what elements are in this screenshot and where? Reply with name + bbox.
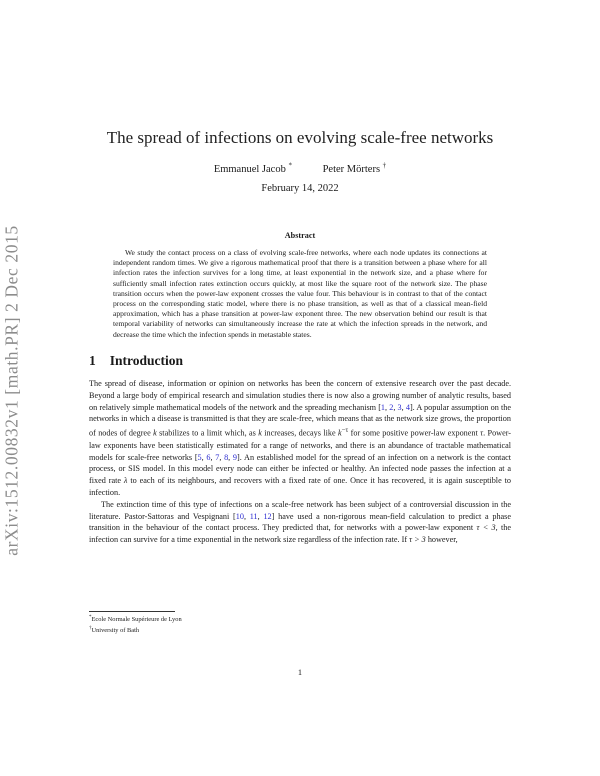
citation-link[interactable]: 1: [380, 402, 386, 412]
abstract-text: We study the contact process on a class of evolving scale-free networks, where each node updates its connections at independent random times. We give a rigorous mathematical proof that there is a transition between a phase where for all infection rates the infection survives for a long time, at least exponential in the network size, and a phase where for sufficiently small infection rates extinction occurs quickly, at most like the square root of the network size. The phase transition occurs when the power-law exponent crosses the value four. This behaviour is in contrast to that of the contact process on the corresponding static model, where there is no phase transition, as well as that of a classical mean-field approximation, which has a phase transition at power-law exponent three. The new observation behind our result is that temporal variability of networks can simultaneously increase the rate at which the infection spreads in the network, and decrease the time which the infection spends in metastable states.: [113, 248, 487, 339]
math-inequality: τ < 3: [476, 523, 496, 533]
math-tau: τ: [480, 428, 484, 438]
author-2: [322, 161, 387, 175]
math-k: k: [258, 428, 262, 438]
math-power-exponent: −τ: [341, 427, 349, 435]
math-inequality: τ > 3: [409, 535, 426, 545]
author-2-name: Peter Mörters: [322, 163, 381, 175]
footnote-divider: [89, 611, 175, 612]
math-k: k: [153, 428, 157, 438]
math-power-base: k: [338, 428, 342, 438]
author-1-mark: *: [288, 161, 292, 169]
citation-link[interactable]: 4: [405, 402, 410, 412]
citation-link[interactable]: 8: [224, 452, 229, 462]
footnote-affiliation-1: *Ecole Normale Supérieure de Lyon: [89, 615, 182, 624]
citation-link[interactable]: 7: [215, 452, 220, 462]
citation-link[interactable]: 2: [389, 402, 394, 412]
paper-date: February 14, 2022: [261, 183, 339, 194]
math-lambda: λ: [123, 476, 128, 486]
author-1-name: Emmanuel Jacob: [213, 163, 286, 175]
abstract-heading: Abstract: [284, 231, 316, 240]
citation-link[interactable]: 6: [206, 452, 211, 462]
footnote-affiliation-2: †University of Bath: [89, 625, 140, 634]
citation-link[interactable]: 5: [197, 452, 202, 462]
intro-paragraph-1: The spread of disease, information or opinion on networks has been the concern of extensive research over the past decade. Beyond a large body of empirical research and simulation studies there is now also a growing number of analytic results, based on relatively simple mathematical models of the network and the spreading mechanism [1, 2, 3, 4]. A popular assumption on the networks in which a disease is transmitted is that they are scale-free, which means that as the network size grows, the proportion of nodes of degree k stabilizes to a limit which, as k increases, decays like $k^{-\tau}$ for some positive power-law exponent τ. Power-law exponents have been statistically estimated for a range of networks, and there is an abundance of tractable mathematical models for scale-free networks [5, 6, 7, 8, 9]. An established model for the spread of an infection on a network is the contact process, or SIS model. In this model every node can either be infected or healthy. An infected node passes the infection at a fixed rate λ to each of its neighbours, and recovers with a fixed rate of one. Once it has recovered, it is again susceptible to infection.: [89, 379, 512, 497]
citation-link[interactable]: 12: [263, 511, 272, 521]
intro-paragraph-2: The extinction time of this type of infections on a scale-free network has been subject of a controversial discussion in the literature. Pastor-Sattoras and Vespignani [10, 11, 12] have used a non-rigorous mean-field calculation to predict a phase transition in the behaviour of the contact process. They predicted that, for networks with a power-law exponent τ < 3, the infection can survive for a time exponential in the network size regardless of the infection rate. If τ > 3 however,: [89, 499, 511, 545]
arxiv-identifier-stamp: arXiv:1512.00832v1 [math.PR] 2 Dec 2015: [1, 225, 22, 556]
footnotes: [89, 614, 511, 635]
introduction-body: [89, 378, 511, 546]
citation-link[interactable]: 9: [232, 452, 238, 462]
citation-link[interactable]: 3: [397, 402, 402, 412]
section-heading: [89, 353, 183, 369]
citation-link[interactable]: 10: [235, 511, 244, 521]
section-number: 1: [89, 353, 96, 368]
author-2-mark: †: [382, 161, 387, 169]
section-title: Introduction: [109, 353, 184, 368]
page-number: 1: [297, 668, 303, 677]
author-list: [60, 161, 540, 175]
author-1: [213, 161, 292, 175]
citation-link[interactable]: 11: [249, 511, 258, 521]
paper-title: The spread of infections on evolving scale-free networks: [106, 128, 494, 147]
